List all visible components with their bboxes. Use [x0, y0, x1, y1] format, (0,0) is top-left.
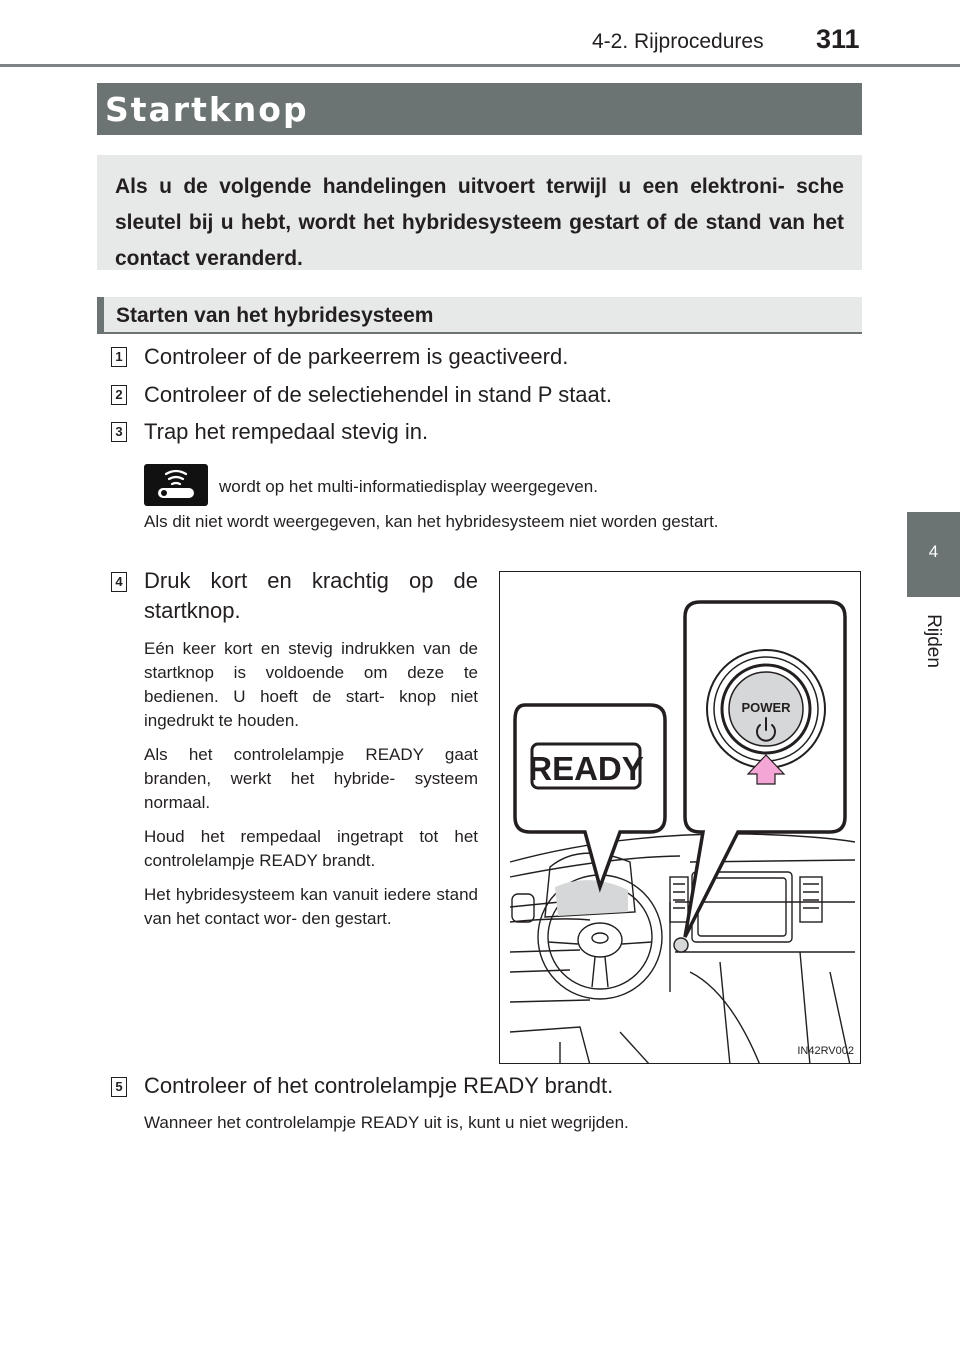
- step3-icon-text: wordt op het multi-informatiedisplay weergegeven.: [219, 477, 598, 496]
- chapter-number: 4: [928, 542, 939, 561]
- chapter-tab[interactable]: [907, 512, 960, 597]
- step-text-1: Controleer of de parkeerrem is geactiveerd.: [144, 344, 569, 369]
- intro-text: Als u de volgende handelingen uitvoert terwijl u een elektroni- sche sleutel bij u hebt, wordt het hybridesysteem gestart of de stand van het contact veranderd.: [115, 175, 844, 270]
- figure-code: IN42RV002: [797, 1045, 854, 1057]
- step-text-4: Druk kort en krachtig op de startknop.: [144, 568, 478, 623]
- page-number: 311: [816, 24, 860, 54]
- intro-box: [97, 155, 862, 270]
- dashboard-figure: [499, 571, 861, 1064]
- section-heading: [97, 297, 862, 334]
- step-text-3: Trap het rempedaal stevig in.: [144, 419, 429, 444]
- page-title: Startknop: [105, 90, 309, 129]
- header-rule: [0, 64, 960, 67]
- section-heading-text: Starten van het hybridesysteem: [116, 304, 434, 327]
- chapter-label-wrap: [913, 600, 953, 690]
- step-text-5: Controleer of het controlelampje READY brandt.: [144, 1073, 614, 1098]
- dashboard-illustration: [500, 572, 861, 1064]
- step4-note-3: Houd het rempedaal ingetrapt tot het controlelampje READY brandt.: [144, 827, 478, 870]
- step-number-2: 2: [111, 385, 127, 405]
- step-number-3: 3: [111, 422, 127, 442]
- step5-note: Wanneer het controlelampje READY uit is, kunt u niet wegrijden.: [144, 1113, 629, 1132]
- header-section: 4-2. Rijprocedures: [592, 30, 764, 53]
- step-number-1: 1: [111, 347, 127, 367]
- step-number-5: 5: [111, 1077, 127, 1097]
- step4-note-4: Het hybridesysteem kan vanuit iedere stand van het contact wor- den gestart.: [144, 885, 478, 928]
- step4-note-1: Eén keer kort en stevig indrukken van de startknop is voldoende om deze te bedienen. U hoeft de start- knop niet ingedrukt te houden.: [144, 639, 478, 730]
- step-text-2: Controleer of de selectiehendel in stand P staat.: [144, 382, 613, 407]
- smart-key-indicator-icon: [144, 464, 208, 506]
- chapter-label: Rijden: [923, 614, 944, 668]
- ready-label: READY: [528, 750, 644, 787]
- page-title-banner: [97, 83, 862, 135]
- step-number-4: 4: [111, 572, 127, 592]
- power-label: POWER: [741, 700, 791, 715]
- step4-note-2: Als het controlelampje READY gaat branden, werkt het hybride- systeem normaal.: [144, 745, 478, 812]
- step3-note: Als dit niet wordt weergegeven, kan het hybridesysteem niet worden gestart.: [144, 512, 719, 531]
